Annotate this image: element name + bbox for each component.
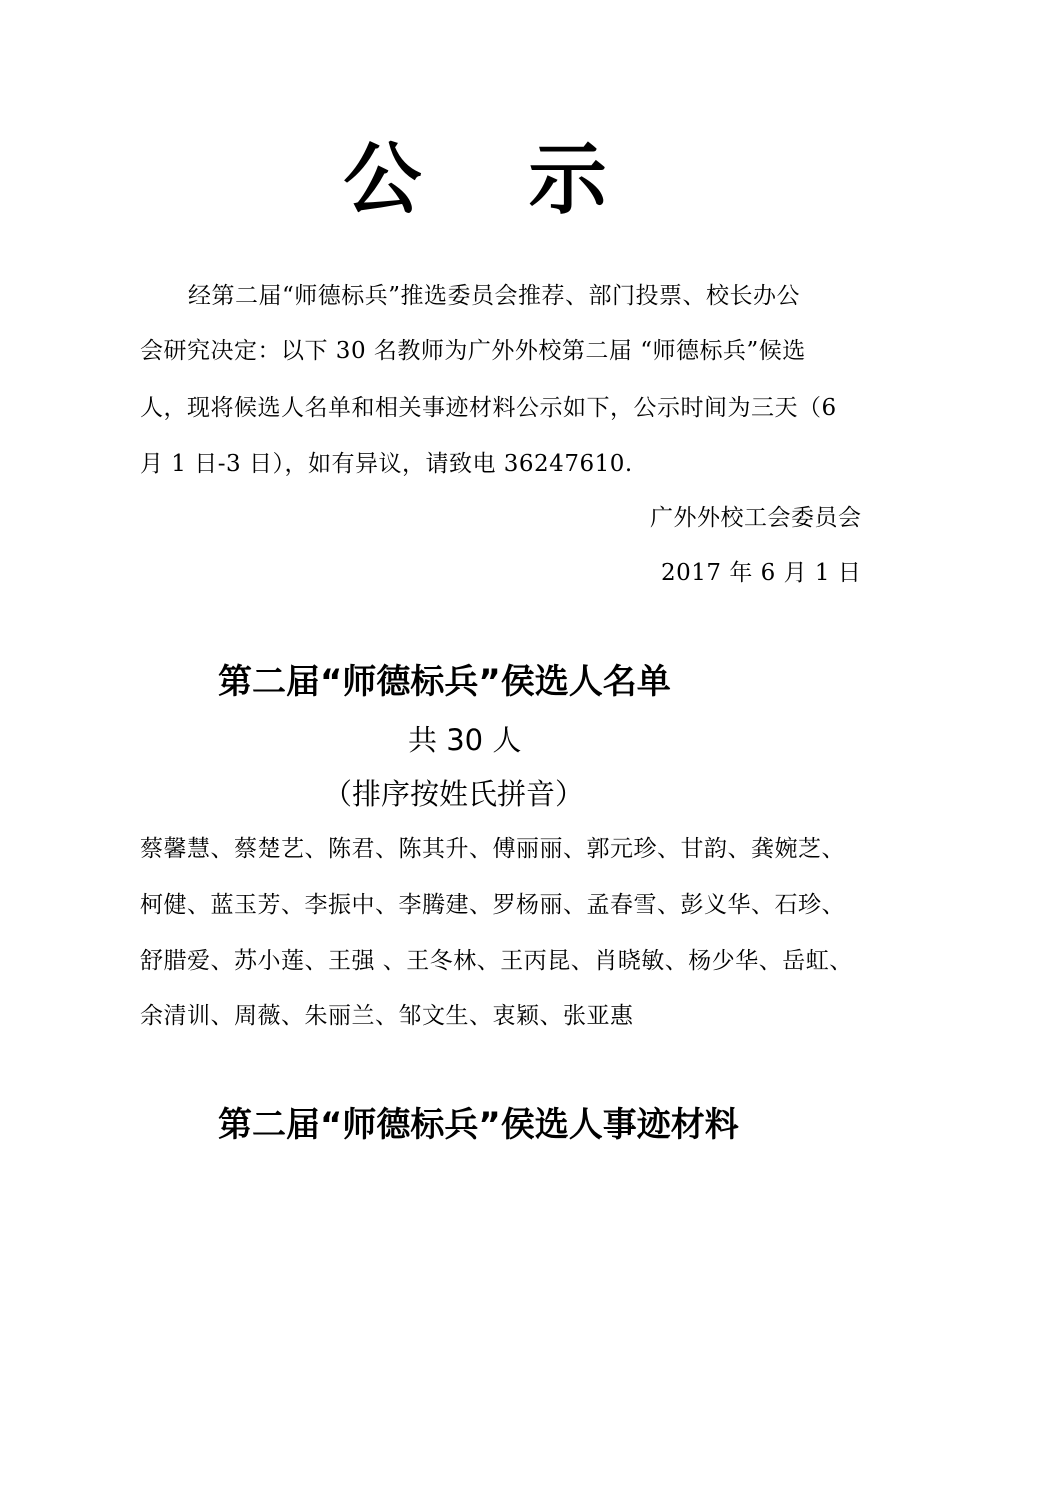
candidate-names-line-1: 蔡馨慧、蔡楚艺、陈君、陈其升、傅丽丽、郭元珍、甘韵、龚婉芝、 <box>140 836 845 862</box>
notice-line-2: 会研究决定：以下 30 名教师为广外外校第二届 “师德标兵”候选 <box>140 338 806 364</box>
candidate-list-heading: 第二届“师德标兵”侯选人名单 <box>218 662 671 702</box>
candidate-count: 共 30 人 <box>408 723 522 757</box>
notice-line-3: 人，现将候选人名单和相关事迹材料公示如下，公示时间为三天（6 <box>140 395 837 421</box>
candidate-names-line-4: 余清训、周薇、朱丽兰、邹文生、衷颖、张亚惠 <box>140 1003 634 1029</box>
page-title: 公 示 <box>343 135 647 225</box>
signature-organization: 广外外校工会委员会 <box>650 505 862 531</box>
order-note: （排序按姓氏拼音） <box>323 777 585 811</box>
materials-heading: 第二届“师德标兵”侯选人事迹材料 <box>218 1105 739 1145</box>
notice-line-1: 经第二届“师德标兵”推选委员会推荐、部门投票、校长办公 <box>188 283 801 309</box>
notice-line-4: 月 1 日-3 日），如有异议，请致电 36247610. <box>140 451 633 477</box>
candidate-names-line-2: 柯健、蓝玉芳、李振中、李腾建、罗杨丽、孟春雪、彭义华、石珍、 <box>140 892 845 918</box>
candidate-names-line-3: 舒腊爱、苏小莲、王强 、王冬林、王丙昆、肖晓敏、杨少华、岳虹、 <box>140 948 853 974</box>
signature-date: 2017 年 6 月 1 日 <box>661 560 862 586</box>
